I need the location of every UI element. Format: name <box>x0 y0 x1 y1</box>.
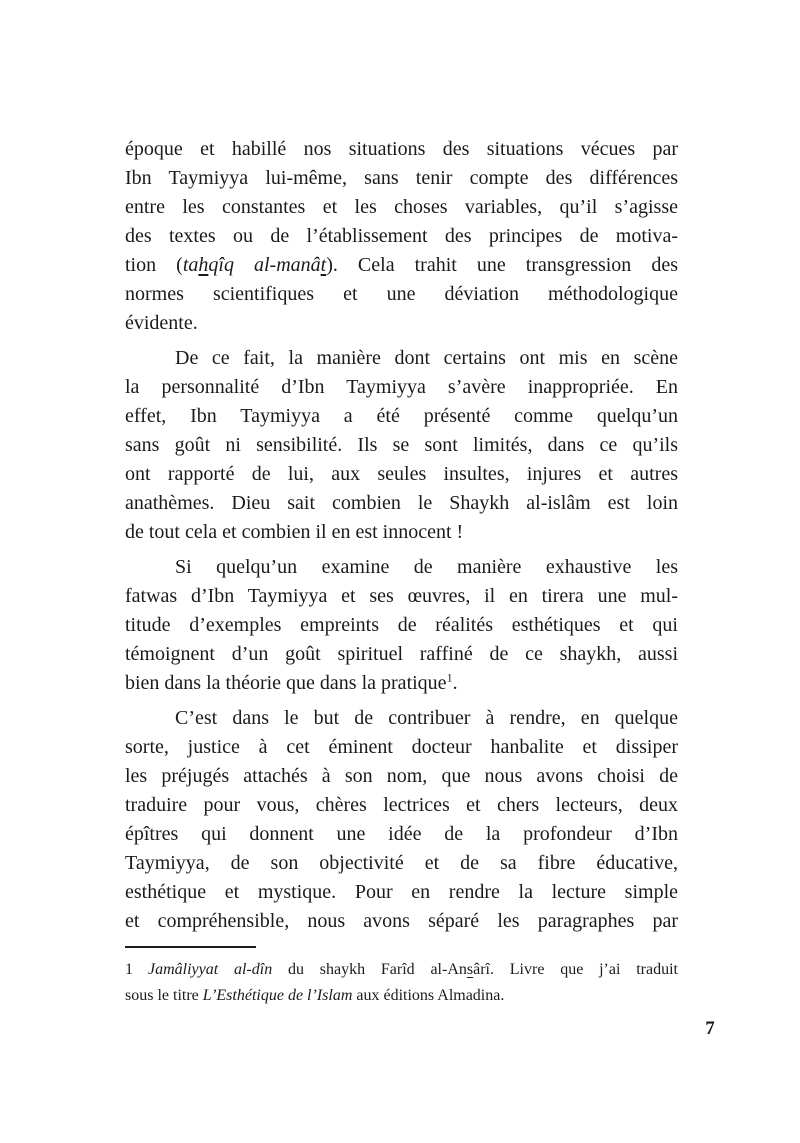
text-line <box>125 878 678 907</box>
text-line <box>125 983 678 1009</box>
text-segment: h <box>198 254 209 276</box>
text-segment: les préjugés attachés à son nom, que nous avons choisi de <box>125 765 678 787</box>
text-segment: des textes ou de l’établissement des principes de motiva- <box>125 225 678 247</box>
text-line <box>125 820 678 849</box>
text-line <box>125 309 678 338</box>
text-line <box>125 518 678 547</box>
text-segment: effet, Ibn Taymiyya a été présenté comme quelqu’un <box>125 405 678 427</box>
text-segment: . <box>452 672 458 694</box>
text-line <box>125 704 678 733</box>
text-line <box>125 669 678 698</box>
text-segment: du shaykh Farîd al-An <box>272 961 467 978</box>
text-segment: sans goût ni sensibilité. Ils se sont limités, dans ce qu’ils <box>125 434 678 456</box>
text-segment: époque et habillé nos situations des situations vécues par <box>125 138 678 160</box>
text-segment: ont rapporté de lui, aux seules insultes, injures et autres <box>125 463 678 485</box>
text-segment: aux éditions Almadina. <box>352 987 505 1004</box>
text-segment: entre les constantes et les choses variables, qu’il s’agisse <box>125 196 678 218</box>
page-number: 7 <box>705 1018 715 1039</box>
text-line <box>125 762 678 791</box>
text-segment: Ibn Taymiyya lui-même, sans tenir compte des différences <box>125 167 678 189</box>
text-segment: anathèmes. Dieu sait combien le Shaykh al-islâm est loin <box>125 492 678 514</box>
text-segment: Si quelqu’un examine de manière exhaustive les <box>175 556 678 578</box>
text-line <box>125 460 678 489</box>
text-segment: De ce fait, la manière dont certains ont mis en scène <box>175 347 678 369</box>
text-line <box>125 344 678 373</box>
text-segment: ). Cela trahit une transgression des <box>326 254 679 276</box>
text-segment: la personnalité d’Ibn Taymiyya s’avère inappropriée. En <box>125 376 678 398</box>
paragraph <box>125 704 678 936</box>
text-segment: sorte, justice à cet éminent docteur hanbalite et dissiper <box>125 736 678 758</box>
text-segment: ârî. Livre que j’ai traduit <box>473 961 678 978</box>
text-line <box>125 553 678 582</box>
text-segment: traduire pour vous, chères lectrices et chers lecteurs, deux <box>125 794 678 816</box>
text-line <box>125 164 678 193</box>
text-segment: t <box>320 254 327 276</box>
paragraph <box>125 553 678 698</box>
text-line <box>125 611 678 640</box>
text-line <box>125 251 678 280</box>
text-segment: et compréhensible, nous avons séparé les paragraphes par <box>125 910 678 932</box>
paragraph <box>125 135 678 338</box>
text-segment: esthétique et mystique. Pour en rendre la lecture simple <box>125 881 678 903</box>
text-segment: 1 <box>125 961 133 978</box>
text-segment: épîtres qui donnent une idée de la profondeur d’Ibn <box>125 823 678 845</box>
text-segment: témoignent d’un goût spirituel raffiné de ce shaykh, aussi <box>125 643 678 665</box>
text-segment: qîq al-manâ <box>208 254 321 276</box>
text-segment: C’est dans le but de contribuer à rendre, en quelque <box>175 707 678 729</box>
text-segment: 1 <box>446 670 453 685</box>
text-segment: L’Esthétique de l’Islam <box>202 987 353 1004</box>
text-line <box>125 733 678 762</box>
text-segment: Taymiyya, de son objectivité et de sa fibre éducative, <box>125 852 678 874</box>
footnote <box>125 946 678 1009</box>
paragraph <box>125 344 678 547</box>
text-line <box>125 431 678 460</box>
text-segment: ta <box>182 254 199 276</box>
text-segment: s <box>466 961 474 978</box>
text-line <box>125 907 678 936</box>
text-line <box>125 640 678 669</box>
text-line <box>125 193 678 222</box>
text-line <box>125 957 678 983</box>
text-segment: normes scientifiques et une déviation méthodologique <box>125 283 678 305</box>
text-line <box>125 222 678 251</box>
text-line <box>125 849 678 878</box>
text-segment: titude d’exemples empreints de réalités esthétiques et qui <box>125 614 678 636</box>
text-line <box>125 135 678 164</box>
footnote-rule <box>125 946 256 948</box>
text-line <box>125 791 678 820</box>
text-segment: de tout cela et combien il en est innocent ! <box>125 521 464 543</box>
text-line <box>125 280 678 309</box>
main-text <box>125 135 678 1009</box>
text-segment: tion ( <box>125 254 183 276</box>
text-line <box>125 373 678 402</box>
text-line <box>125 582 678 611</box>
text-segment: évidente. <box>125 312 198 334</box>
text-line <box>125 489 678 518</box>
text-segment: Jamâliyyat al-dîn <box>148 961 273 978</box>
text-segment: bien dans la théorie que dans la pratique <box>125 672 447 694</box>
text-line <box>125 402 678 431</box>
text-segment: fatwas d’Ibn Taymiyya et ses œuvres, il en tirera une mul- <box>125 585 678 607</box>
text-segment: sous le titre <box>125 987 203 1004</box>
